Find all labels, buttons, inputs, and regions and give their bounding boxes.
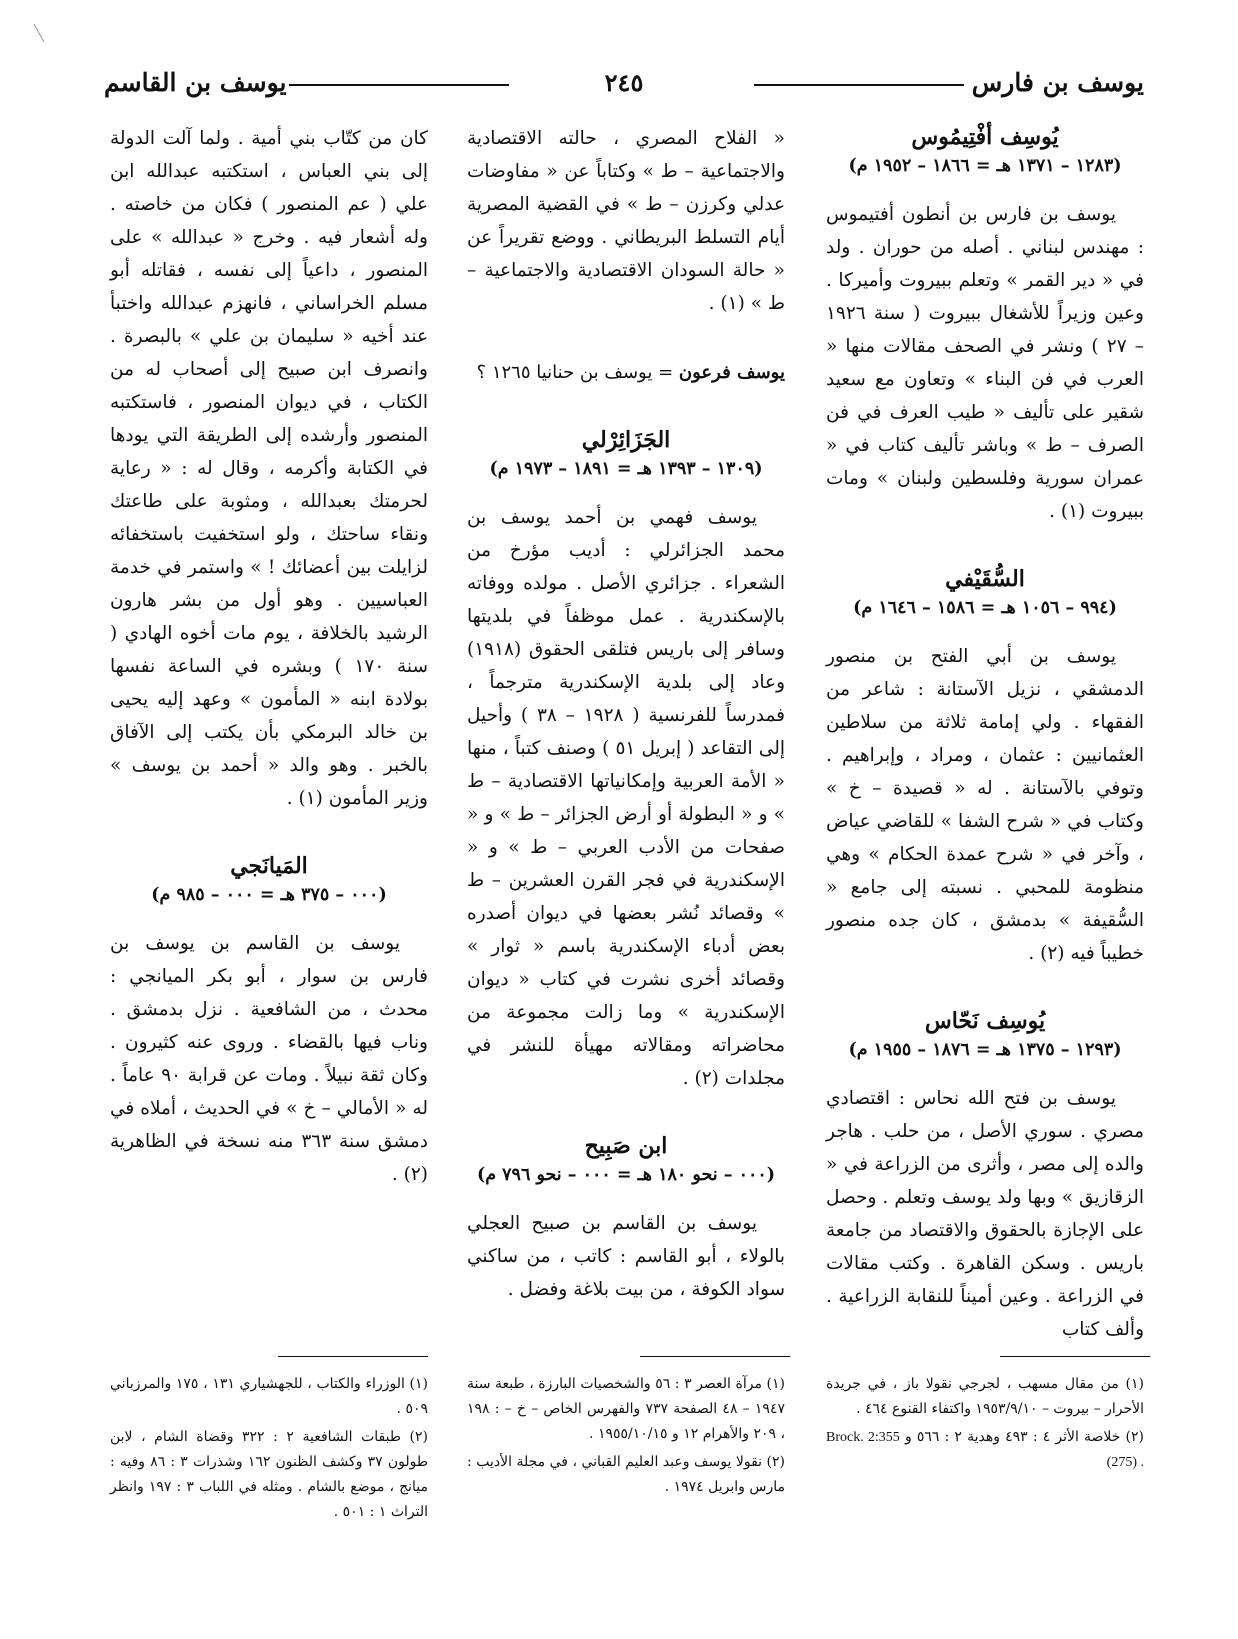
entry-text-continued: « الفلاح المصري ، حالته الاقتصادية والاجتماعية – ط » وكتاباً عن « مفاوضات عدلي وكرزن – ط » في القضية المصرية أيام التسلط البريطاني . ووضع تقريراً عن « حالة السودان الاقتصادية والاجتماعية – ط » (١) . xyxy=(467,128,785,314)
footnote-latin: Brock. 2:355 (275) . xyxy=(826,1430,1144,1470)
entry-dates: (١٢٨٣ – ١٣٧١ هـ = ١٨٦٦ – ١٩٥٢ م) xyxy=(848,156,1122,176)
footnote-arabic: (٢) خلاصة الأثر ٤ : ٤٩٣ وهدية ٢ : ٥٦٦ و xyxy=(904,1429,1144,1445)
column-left xyxy=(110,122,428,1191)
footnotes-left xyxy=(110,1372,428,1528)
footnote: (١) الوزراء والكتاب ، للجهشياري ١٣١ ، ١٧٥ والمرزباني ٥٠٩ . xyxy=(110,1376,428,1417)
footnote-rule xyxy=(1000,1356,1150,1357)
footnote: (١) مرآة العصر ٣ : ٥٦ والشخصيات البارزة ، طبعة سنة ١٩٤٧ – ٤٨ الصفحة ٧٣٧ والفهرس الخاص – خ – : ١٩٨ ، ٢٠٩ والأهرام ١٢ و ١٩٥٥/١٠/١٥ . xyxy=(467,1376,785,1442)
entry-text: يوسف بن فارس بن أنطون أفتيموس : مهندس لبناني . أصله من حوران . ولد في « دير القمر » وتعلم ببيروت وأميركا . وعين وزيراً للأشغال ببيروت ( سنة ١٩٢٦ – ٢٧ ) ونشر في الصحف مقالات منها « العرب في فن البناء » وتعاون مع سعيد شقير على تأليف « طيب العرف في فن الصرف – ط » وباشر تأليف كتاب في « عمران سورية وفلسطين ولبنان » ومات ببيروت (١) . xyxy=(826,204,1144,522)
entry-text: يوسف فهمي بن أحمد يوسف بن محمد الجزائرلي : أديب مؤرخ من الشعراء . جزائري الأصل . مولده ووفاته بالإسكندرية . عمل موظفاً في بلديتها وسافر إلى باريس فتلقى الحقوق (١٩١٨) وعاد إلى بلدية الإسكندرية مترجماً ، فمدرساً للفرنسية ( ١٩٢٨ – ٣٨ ) وأحيل إلى التقاعد ( إبريل ٥١ ) وصنف كتباً ، منها « الأمة العربية وإمكانياتها الاقتصادية – ط » و « البطولة أو أرض الجزائر – ط » و « صفحات من الأدب العربي – ط » و « الإسكندرية في فجر القرن العشرين – ط » وقصائد نُشر بعضها في ديوان أصدره بعض أدباء الإسكندرية باسم « ثوار » وقصائد أخرى نشرت في كتاب « ديوان الإسكندرية » وما زالت مجموعة من محاضراته ومقالاته مهيأة للنشر في مجلدات (٢) . xyxy=(467,507,785,1089)
entry-heading: يُوسِف أفْتِيمُوس xyxy=(911,124,1059,150)
entry-heading: السُّقَيْفي xyxy=(945,566,1025,592)
running-head xyxy=(104,68,1144,108)
footnote xyxy=(826,1425,1144,1475)
xref-target: = يوسف بن حنانيا ١٢٦٥ ؟ xyxy=(476,362,679,383)
page-number: ٢٤٥ xyxy=(604,68,644,97)
footnote-rule xyxy=(640,1356,790,1357)
header-rule-left xyxy=(289,84,509,86)
footnotes-middle xyxy=(467,1372,785,1503)
header-rule-right xyxy=(754,84,964,86)
footnote: (٢) نقولا يوسف وعبد العليم القباني ، في مجلة الأديب : مارس وابريل ١٩٧٤ . xyxy=(467,1454,785,1495)
entry-text: يوسف بن القاسم بن يوسف بن فارس بن سوار ، أبو بكر الميانجي : محدث ، من الشافعية . نزل بدمشق . وناب فيها بالقضاء . وروى عنه كثيرون . وكان ثقة نبيلاً . ومات عن قرابة ٩٠ عاماً . له « الأمالي – خ » في الحديث ، أملاه في دمشق سنة ٣٦٣ منه نسخة في الظاهرية (٢) . xyxy=(110,933,428,1185)
xref-name: يوسف فرعون xyxy=(678,362,785,383)
entry-dates: (١٣٠٩ – ١٣٩٣ هـ = ١٨٩١ – ١٩٧٣ م) xyxy=(489,459,763,479)
footnotes-right xyxy=(826,1372,1144,1478)
entry-heading: الجَزَائِرْلي xyxy=(581,427,671,453)
footnote: (٢) طبقات الشافعية ٢ : ٣٢٢ وقضاة الشام ، لابن طولون ٣٧ وكشف الظنون ١٦٢ وشذرات ٣ : ٨٦ وفيه : ميانج ، موضع بالشام . ومثله في اللباب ٣ : ١٩٧ وانظر التراث ١ : ٥٠١ . xyxy=(110,1429,428,1520)
entry-dates: (٠٠٠ – ٣٧٥ هـ = ٠٠٠ – ٩٨٥ م) xyxy=(151,885,387,905)
entry-heading: يُوسِف نَحّاس xyxy=(924,1008,1046,1034)
scan-mark xyxy=(32,22,46,44)
entry-text: يوسف بن أبي الفتح بن منصور الدمشقي ، نزيل الآستانة : شاعر من الفقهاء . ولي إمامة ثلاثة من سلاطين العثمانيين : عثمان ، ومراد ، وإبراهيم . وتوفي بالآستانة . له « قصيدة – خ » وكتاب في « شرح الشفا » للقاضي عياض ، وآخر في « شرح عمدة الحكام » وهي منظومة للمحبي . نسبته إلى جامع « السُّقيفة » بدمشق ، كان جده منصور خطيباً فيه (٢) . xyxy=(826,646,1144,964)
entry-text-continued: كان من كتّاب بني أمية . ولما آلت الدولة إلى بني العباس ، استكتبه عبدالله ابن علي ( عم المنصور ) فكان من خاصته . وله أشعار فيه . وخرج « عبدالله » على المنصور ، داعياً إلى نفسه ، فقاتله أبو مسلم الخراساني ، فانهزم عبدالله واختبأ عند أخيه « سليمان بن علي » بالبصرة . وانصرف ابن صبيح إلى أصحاب له من الكتاب ، في ديوان المنصور ، فاستكتبه المنصور وأرشده إلى الطريقة التي يودها في الكتابة وأكرمه ، وقال له : « رعاية لحرمتك بعبدالله ، ومثوبة على طاعتك ونقاء ساحتك ، ولو استخفيت باستخفائه لزايلت بين أعضائك ! » واستمر في خدمة العباسيين . وهو أول من بشر هارون الرشيد بالخلافة ، يوم مات أخوه الهادي ( سنة ١٧٠ ) وبشره في الساعة نفسها بولادة ابنه « المأمون » وعهد إليه يحيى بن خالد البرمكي بأن يكتب إلى الآفاق بالخبر . وهو والد « أحمد بن يوسف » وزير المأمون (١) . xyxy=(110,128,428,809)
entry-text: يوسف بن فتح الله نحاس : اقتصادي مصري . سوري الأصل ، من حلب . هاجر والده إلى مصر ، وأثرى من الزراعة في « الزقازيق » وبها ولد يوسف وتعلم . وحصل على الإجازة بالحقوق والاقتصاد من جامعة باريس . وسكن القاهرة . وكتب مقالات في الزراعة . وعين أميناً للنقابة الزراعية . وألف كتاب xyxy=(826,1088,1144,1340)
column-middle xyxy=(467,122,785,1306)
footnote: (١) من مقال مسهب ، لجرجي نقولا باز ، في جريدة الأحرار – بيروت – ١٩٥٣/٩/١٠ واكتفاء القنوع ٤٦٤ . xyxy=(826,1376,1144,1417)
cross-reference xyxy=(467,356,785,389)
entry-heading: المَيانَجي xyxy=(230,853,308,879)
footnote-rule xyxy=(278,1356,428,1357)
entry-dates: (٩٩٤ – ١٠٥٦ هـ = ١٥٨٦ – ١٦٤٦ م) xyxy=(853,598,1117,618)
entry-dates: (١٢٩٣ – ١٣٧٥ هـ = ١٨٧٦ – ١٩٥٥ م) xyxy=(848,1040,1122,1060)
entry-text: يوسف بن القاسم بن صبيح العجلي بالولاء ، أبو القاسم : كاتب ، من ساكني سواد الكوفة ، من بيت بلاغة وفضل . xyxy=(467,1213,785,1300)
column-right xyxy=(826,122,1144,1346)
running-head-left: يوسف بن القاسم xyxy=(104,68,287,97)
entry-heading: ابن صَبِيح xyxy=(584,1133,668,1159)
entry-dates: (٠٠٠ – نحو ١٨٠ هـ = ٠٠٠ – نحو ٧٩٦ م) xyxy=(476,1165,776,1185)
running-head-right: يوسف بن فارس xyxy=(971,68,1144,97)
